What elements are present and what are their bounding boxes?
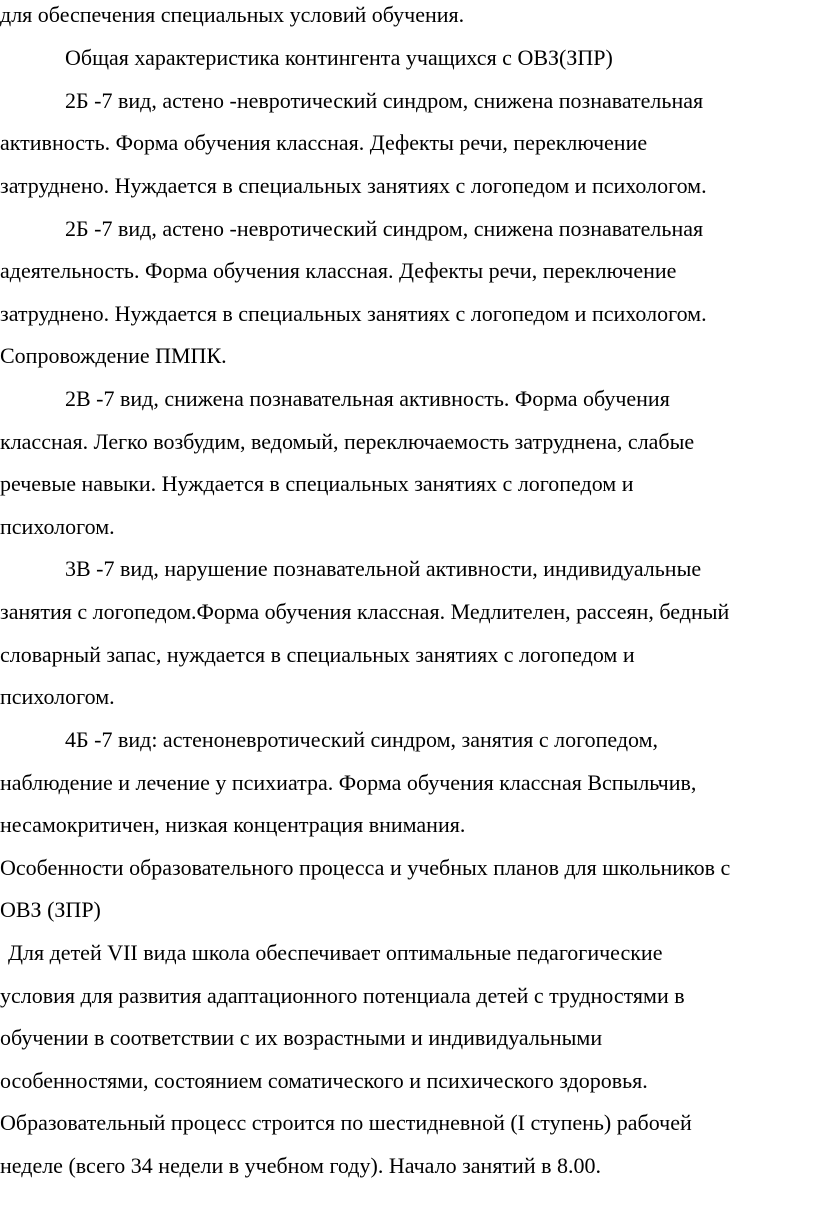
text-line: особенностями, состоянием соматического и психического здоровья. [0,1068,648,1093]
text-line: ОВЗ (ЗПР) [0,897,101,922]
text-line: для обеспечения специальных условий обучения. [0,2,465,27]
text-line: Особенности образовательного процесса и учебных планов для школьников с [0,855,731,880]
text-line: занятия с логопедом.Форма обучения классная. Медлителен, рассеян, бедный [0,599,730,624]
text-line: условия для развития адаптационного потенциала детей с трудностями в [0,983,685,1008]
text-line: Сопровождение ПМПК. [0,343,227,368]
text-line: неделе (всего 34 недели в учебном году). Начало занятий в 8.00. [0,1153,601,1178]
text-line: 2Б -7 вид, астено -невротический синдром, снижена познавательная [65,88,704,113]
text-line: 3В -7 вид, нарушение познавательной активности, индивидуальные [65,556,702,581]
text-line: речевые навыки. Нуждается в специальных занятиях с логопедом и [0,471,634,496]
text-line: классная. Легко возбудим, ведомый, переключаемость затруднена, слабые [0,429,695,454]
text-line: обучении в соответствии с их возрастными и индивидуальными [0,1025,603,1050]
text-line: затруднено. Нуждается в специальных занятиях с логопедом и психологом. [0,173,707,198]
text-line: наблюдение и лечение у психиатра. Форма обучения классная Вспыльчив, [0,770,697,795]
text-line: 2В -7 вид, снижена познавательная активность. Форма обучения [65,386,670,411]
text-line: словарный запас, нуждается в специальных занятиях с логопедом и [0,642,635,667]
text-line: затруднено. Нуждается в специальных занятиях с логопедом и психологом. [0,301,707,326]
text-line: адеятельность. Форма обучения классная. Дефекты речи, переключение [0,258,677,283]
text-line: Образовательный процесс строится по шестидневной (I ступень) рабочей [0,1110,692,1135]
text-line: 4Б -7 вид: астеноневротический синдром, занятия с логопедом, [65,727,659,752]
text-line: Для детей VII вида школа обеспечивает оптимальные педагогические [8,940,663,965]
text-line: активность. Форма обучения классная. Дефекты речи, переключение [0,130,648,155]
text-line: 2Б -7 вид, астено -невротический синдром, снижена познавательная [65,216,704,241]
text-line: психологом. [0,684,115,709]
text-line: психологом. [0,514,115,539]
text-line: Общая характеристика контингента учащихся с ОВЗ(ЗПР) [65,45,613,70]
text-line: несамокритичен, низкая концентрация внимания. [0,812,466,837]
